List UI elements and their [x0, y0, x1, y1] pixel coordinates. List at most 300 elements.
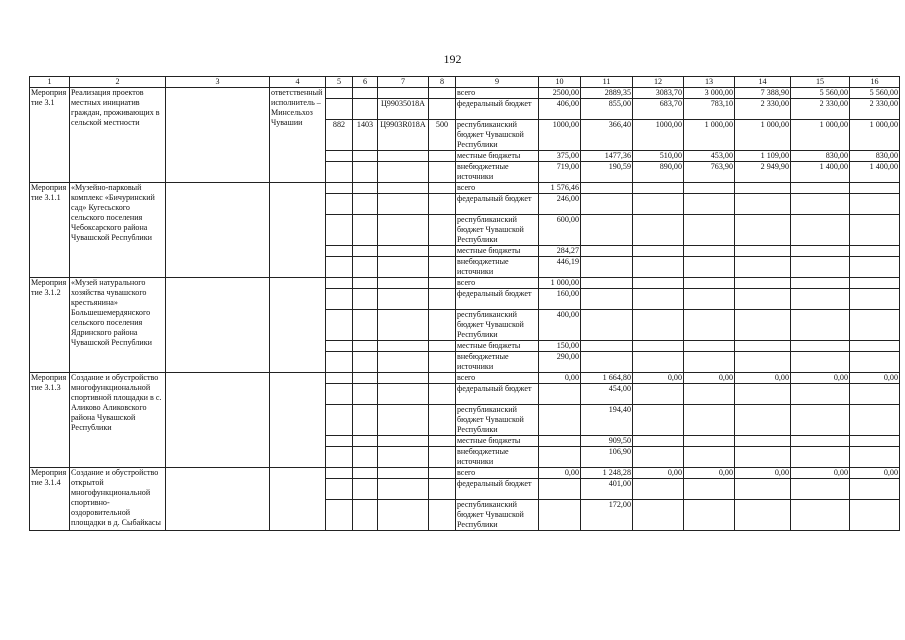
amount-cell	[684, 278, 735, 289]
rzpr-cell	[353, 479, 378, 500]
activity-code: Мероприятие 3.1.3	[30, 373, 70, 468]
amount-cell	[850, 405, 900, 436]
amount-cell: 401,00	[581, 479, 633, 500]
expense-type-cell	[429, 405, 456, 436]
header-cell: 12	[633, 77, 684, 88]
amount-cell	[684, 500, 735, 531]
amount-cell	[633, 479, 684, 500]
target-code-cell	[378, 88, 429, 99]
amount-cell: 160,00	[539, 289, 581, 310]
header-cell: 3	[166, 77, 270, 88]
rzpr-cell: 1403	[353, 120, 378, 151]
target-code-cell	[378, 373, 429, 384]
amount-cell	[735, 479, 791, 500]
amount-cell: 1 000,00	[791, 120, 850, 151]
header-cell: 6	[353, 77, 378, 88]
rzpr-cell	[353, 151, 378, 162]
expense-type-cell: 500	[429, 120, 456, 151]
grbs-cell	[326, 373, 353, 384]
amount-cell	[581, 352, 633, 373]
amount-cell: 0,00	[735, 373, 791, 384]
executor-cell	[270, 373, 326, 468]
expense-type-cell	[429, 341, 456, 352]
amount-cell: 1 664,80	[581, 373, 633, 384]
amount-cell	[539, 447, 581, 468]
target-code-cell	[378, 500, 429, 531]
amount-cell: 719,00	[539, 162, 581, 183]
table-row	[30, 373, 900, 384]
rzpr-cell	[353, 99, 378, 120]
funding-source: местные бюджеты	[456, 151, 539, 162]
amount-cell: 0,00	[633, 373, 684, 384]
grbs-cell	[326, 341, 353, 352]
target-code-cell	[378, 468, 429, 479]
header-row	[30, 77, 900, 88]
amount-cell	[539, 436, 581, 447]
amount-cell: 1000,00	[633, 120, 684, 151]
grbs-cell	[326, 246, 353, 257]
amount-cell	[735, 310, 791, 341]
funding-source: внебюджетные источники	[456, 257, 539, 278]
amount-cell: 0,00	[633, 468, 684, 479]
amount-cell	[735, 447, 791, 468]
funding-source: всего	[456, 88, 539, 99]
amount-cell	[791, 436, 850, 447]
amount-cell: 1 109,00	[735, 151, 791, 162]
amount-cell	[633, 278, 684, 289]
amount-cell	[684, 289, 735, 310]
rzpr-cell	[353, 162, 378, 183]
rzpr-cell	[353, 341, 378, 352]
amount-cell	[791, 194, 850, 215]
amount-cell	[684, 215, 735, 246]
amount-cell: 190,59	[581, 162, 633, 183]
funding-source: республиканский бюджет Чувашской Республики	[456, 215, 539, 246]
grbs-cell	[326, 183, 353, 194]
header-cell: 2	[70, 77, 166, 88]
amount-cell	[735, 289, 791, 310]
rzpr-cell	[353, 246, 378, 257]
activity-name: Реализация проектов местных инициатив граждан, проживающих в сельской местности	[70, 88, 166, 183]
grbs-cell	[326, 194, 353, 215]
expense-type-cell	[429, 151, 456, 162]
grbs-cell	[326, 500, 353, 531]
amount-cell	[539, 479, 581, 500]
amount-cell: 0,00	[684, 373, 735, 384]
activity-name: Создание и обустройство открытой многофункциональной спортивно-оздоровительной площадки в д. Сыбайкасы	[70, 468, 166, 531]
rzpr-cell	[353, 215, 378, 246]
target-code-cell: Ц9903R018А	[378, 120, 429, 151]
rzpr-cell	[353, 384, 378, 405]
amount-cell	[791, 384, 850, 405]
amount-cell	[684, 341, 735, 352]
amount-cell: 454,00	[581, 384, 633, 405]
amount-cell: 290,00	[539, 352, 581, 373]
activity-code: Мероприятие 3.1	[30, 88, 70, 183]
amount-cell	[633, 215, 684, 246]
amount-cell: 855,00	[581, 99, 633, 120]
header-cell: 5	[326, 77, 353, 88]
amount-cell	[791, 341, 850, 352]
amount-cell	[581, 246, 633, 257]
amount-cell: 1 000,00	[850, 120, 900, 151]
amount-cell	[581, 194, 633, 215]
table-row	[30, 468, 900, 479]
funding-source: внебюджетные источники	[456, 162, 539, 183]
expense-type-cell	[429, 278, 456, 289]
amount-cell: 0,00	[539, 373, 581, 384]
amount-cell	[735, 278, 791, 289]
expense-type-cell	[429, 194, 456, 215]
grbs-cell	[326, 151, 353, 162]
amount-cell	[735, 341, 791, 352]
target-code-cell	[378, 352, 429, 373]
column-3-cell	[166, 278, 270, 373]
amount-cell: 406,00	[539, 99, 581, 120]
amount-cell: 446,19	[539, 257, 581, 278]
amount-cell	[735, 352, 791, 373]
amount-cell: 0,00	[539, 468, 581, 479]
rzpr-cell	[353, 468, 378, 479]
table-row	[30, 88, 900, 99]
amount-cell	[633, 257, 684, 278]
expense-type-cell	[429, 215, 456, 246]
amount-cell	[791, 405, 850, 436]
target-code-cell	[378, 289, 429, 310]
amount-cell	[633, 405, 684, 436]
amount-cell	[850, 500, 900, 531]
amount-cell	[539, 384, 581, 405]
amount-cell	[633, 436, 684, 447]
rzpr-cell	[353, 88, 378, 99]
amount-cell	[633, 289, 684, 310]
amount-cell: 830,00	[791, 151, 850, 162]
amount-cell: 5 560,00	[850, 88, 900, 99]
amount-cell	[633, 352, 684, 373]
amount-cell	[684, 194, 735, 215]
amount-cell: 1 000,00	[735, 120, 791, 151]
amount-cell: 1477,36	[581, 151, 633, 162]
rzpr-cell	[353, 447, 378, 468]
amount-cell	[581, 215, 633, 246]
amount-cell	[684, 310, 735, 341]
amount-cell	[684, 384, 735, 405]
amount-cell: 2 949,90	[735, 162, 791, 183]
target-code-cell	[378, 384, 429, 405]
amount-cell	[633, 384, 684, 405]
grbs-cell	[326, 447, 353, 468]
header-cell: 4	[270, 77, 326, 88]
rzpr-cell	[353, 500, 378, 531]
amount-cell: 909,50	[581, 436, 633, 447]
rzpr-cell	[353, 373, 378, 384]
amount-cell: 150,00	[539, 341, 581, 352]
amount-cell	[684, 405, 735, 436]
rzpr-cell	[353, 436, 378, 447]
amount-cell: 2889,35	[581, 88, 633, 99]
header-cell: 11	[581, 77, 633, 88]
rzpr-cell	[353, 257, 378, 278]
amount-cell	[735, 405, 791, 436]
amount-cell: 1 000,00	[539, 278, 581, 289]
expense-type-cell	[429, 468, 456, 479]
header-cell: 15	[791, 77, 850, 88]
amount-cell	[735, 215, 791, 246]
amount-cell	[735, 183, 791, 194]
funding-source: федеральный бюджет	[456, 479, 539, 500]
amount-cell: 683,70	[633, 99, 684, 120]
funding-source: внебюджетные источники	[456, 352, 539, 373]
funding-source: местные бюджеты	[456, 436, 539, 447]
rzpr-cell	[353, 405, 378, 436]
page-number: 192	[443, 52, 462, 66]
amount-cell	[791, 479, 850, 500]
header-cell: 7	[378, 77, 429, 88]
table-row	[30, 278, 900, 289]
amount-cell: 830,00	[850, 151, 900, 162]
amount-cell: 0,00	[791, 373, 850, 384]
amount-cell	[735, 500, 791, 531]
funding-source: всего	[456, 278, 539, 289]
header-cell: 10	[539, 77, 581, 88]
amount-cell: 2500,00	[539, 88, 581, 99]
executor-cell	[270, 278, 326, 373]
amount-cell: 453,00	[684, 151, 735, 162]
amount-cell	[633, 447, 684, 468]
expense-type-cell	[429, 289, 456, 310]
target-code-cell	[378, 405, 429, 436]
funding-source: местные бюджеты	[456, 341, 539, 352]
amount-cell: 0,00	[735, 468, 791, 479]
amount-cell: 600,00	[539, 215, 581, 246]
expense-type-cell	[429, 183, 456, 194]
expense-type-cell	[429, 88, 456, 99]
header-cell: 8	[429, 77, 456, 88]
amount-cell	[581, 257, 633, 278]
amount-cell	[791, 447, 850, 468]
expense-type-cell	[429, 500, 456, 531]
target-code-cell	[378, 162, 429, 183]
amount-cell	[735, 246, 791, 257]
amount-cell	[633, 341, 684, 352]
target-code-cell	[378, 215, 429, 246]
amount-cell: 1 400,00	[850, 162, 900, 183]
amount-cell	[791, 310, 850, 341]
amount-cell	[850, 341, 900, 352]
expense-type-cell	[429, 479, 456, 500]
amount-cell	[791, 246, 850, 257]
amount-cell	[581, 289, 633, 310]
grbs-cell	[326, 257, 353, 278]
executor-cell	[270, 468, 326, 531]
amount-cell	[633, 500, 684, 531]
header-cell: 16	[850, 77, 900, 88]
column-3-cell	[166, 183, 270, 278]
funding-source: всего	[456, 183, 539, 194]
table-row	[30, 183, 900, 194]
funding-source: республиканский бюджет Чувашской Республики	[456, 310, 539, 341]
amount-cell: 2 330,00	[850, 99, 900, 120]
funding-source: федеральный бюджет	[456, 289, 539, 310]
target-code-cell	[378, 183, 429, 194]
column-3-cell	[166, 468, 270, 531]
amount-cell	[850, 352, 900, 373]
amount-cell: 246,00	[539, 194, 581, 215]
amount-cell: 3 000,00	[684, 88, 735, 99]
amount-cell: 2 330,00	[735, 99, 791, 120]
amount-cell: 400,00	[539, 310, 581, 341]
amount-cell: 284,27	[539, 246, 581, 257]
target-code-cell	[378, 341, 429, 352]
expense-type-cell	[429, 246, 456, 257]
amount-cell: 1 576,46	[539, 183, 581, 194]
activity-name: Создание и обустройство многофункциональной спортивной площадки в с. Аликово Аликовского района Чувашской Республики	[70, 373, 166, 468]
amount-cell	[581, 278, 633, 289]
amount-cell: 106,90	[581, 447, 633, 468]
amount-cell	[850, 447, 900, 468]
column-3-cell	[166, 373, 270, 468]
grbs-cell	[326, 468, 353, 479]
amount-cell: 366,40	[581, 120, 633, 151]
amount-cell: 375,00	[539, 151, 581, 162]
target-code-cell	[378, 151, 429, 162]
column-3-cell	[166, 88, 270, 183]
amount-cell	[581, 341, 633, 352]
amount-cell	[791, 289, 850, 310]
amount-cell	[581, 183, 633, 194]
grbs-cell	[326, 352, 353, 373]
executor-cell	[270, 183, 326, 278]
target-code-cell: Ц99035018А	[378, 99, 429, 120]
amount-cell	[684, 246, 735, 257]
executor-cell: ответственный исполнитель – Минсельхоз Чувашии	[270, 88, 326, 183]
amount-cell	[684, 436, 735, 447]
header-cell: 13	[684, 77, 735, 88]
grbs-cell	[326, 289, 353, 310]
budget-table	[29, 76, 900, 531]
amount-cell: 0,00	[684, 468, 735, 479]
target-code-cell	[378, 310, 429, 341]
amount-cell: 890,00	[633, 162, 684, 183]
grbs-cell: 882	[326, 120, 353, 151]
amount-cell	[735, 384, 791, 405]
amount-cell: 5 560,00	[791, 88, 850, 99]
amount-cell	[684, 257, 735, 278]
grbs-cell	[326, 162, 353, 183]
header-cell: 9	[456, 77, 539, 88]
amount-cell: 1000,00	[539, 120, 581, 151]
amount-cell	[633, 183, 684, 194]
expense-type-cell	[429, 310, 456, 341]
rzpr-cell	[353, 289, 378, 310]
amount-cell: 172,00	[581, 500, 633, 531]
funding-source: местные бюджеты	[456, 246, 539, 257]
funding-source: республиканский бюджет Чувашской Республики	[456, 120, 539, 151]
amount-cell	[633, 246, 684, 257]
amount-cell	[684, 352, 735, 373]
funding-source: федеральный бюджет	[456, 384, 539, 405]
amount-cell	[850, 183, 900, 194]
amount-cell	[850, 289, 900, 310]
expense-type-cell	[429, 257, 456, 278]
target-code-cell	[378, 257, 429, 278]
expense-type-cell	[429, 373, 456, 384]
activity-code: Мероприятие 3.1.2	[30, 278, 70, 373]
expense-type-cell	[429, 447, 456, 468]
amount-cell	[850, 384, 900, 405]
amount-cell: 3083,70	[633, 88, 684, 99]
amount-cell	[850, 257, 900, 278]
amount-cell: 1 400,00	[791, 162, 850, 183]
amount-cell: 0,00	[850, 468, 900, 479]
amount-cell	[633, 310, 684, 341]
expense-type-cell	[429, 352, 456, 373]
amount-cell: 783,10	[684, 99, 735, 120]
grbs-cell	[326, 405, 353, 436]
header-cell: 14	[735, 77, 791, 88]
grbs-cell	[326, 479, 353, 500]
amount-cell	[539, 405, 581, 436]
amount-cell	[684, 447, 735, 468]
funding-source: всего	[456, 468, 539, 479]
rzpr-cell	[353, 310, 378, 341]
amount-cell	[791, 257, 850, 278]
amount-cell	[850, 436, 900, 447]
funding-source: всего	[456, 373, 539, 384]
funding-source: федеральный бюджет	[456, 194, 539, 215]
expense-type-cell	[429, 99, 456, 120]
amount-cell: 2 330,00	[791, 99, 850, 120]
amount-cell: 1 248,28	[581, 468, 633, 479]
funding-source: республиканский бюджет Чувашской Республики	[456, 405, 539, 436]
amount-cell: 7 388,90	[735, 88, 791, 99]
amount-cell: 1 000,00	[684, 120, 735, 151]
amount-cell	[633, 194, 684, 215]
expense-type-cell	[429, 384, 456, 405]
expense-type-cell	[429, 436, 456, 447]
amount-cell	[684, 479, 735, 500]
rzpr-cell	[353, 278, 378, 289]
grbs-cell	[326, 436, 353, 447]
activity-code: Мероприятие 3.1.4	[30, 468, 70, 531]
header-cell: 1	[30, 77, 70, 88]
amount-cell	[850, 278, 900, 289]
funding-source: республиканский бюджет Чувашской Республики	[456, 500, 539, 531]
amount-cell	[850, 246, 900, 257]
rzpr-cell	[353, 194, 378, 215]
activity-code: Мероприятие 3.1.1	[30, 183, 70, 278]
amount-cell	[850, 215, 900, 246]
amount-cell: 0,00	[791, 468, 850, 479]
amount-cell: 194,40	[581, 405, 633, 436]
target-code-cell	[378, 436, 429, 447]
target-code-cell	[378, 447, 429, 468]
amount-cell	[735, 257, 791, 278]
grbs-cell	[326, 310, 353, 341]
target-code-cell	[378, 246, 429, 257]
amount-cell	[791, 183, 850, 194]
rzpr-cell	[353, 183, 378, 194]
rzpr-cell	[353, 352, 378, 373]
amount-cell	[791, 278, 850, 289]
amount-cell	[850, 310, 900, 341]
grbs-cell	[326, 99, 353, 120]
grbs-cell	[326, 384, 353, 405]
funding-source: внебюджетные источники	[456, 447, 539, 468]
amount-cell	[850, 194, 900, 215]
activity-name: «Музейно-парковый комплекс «Бичуринский сад» Кугесьского сельского поселения Чебоксарского района Чувашской Республики	[70, 183, 166, 278]
amount-cell	[791, 352, 850, 373]
